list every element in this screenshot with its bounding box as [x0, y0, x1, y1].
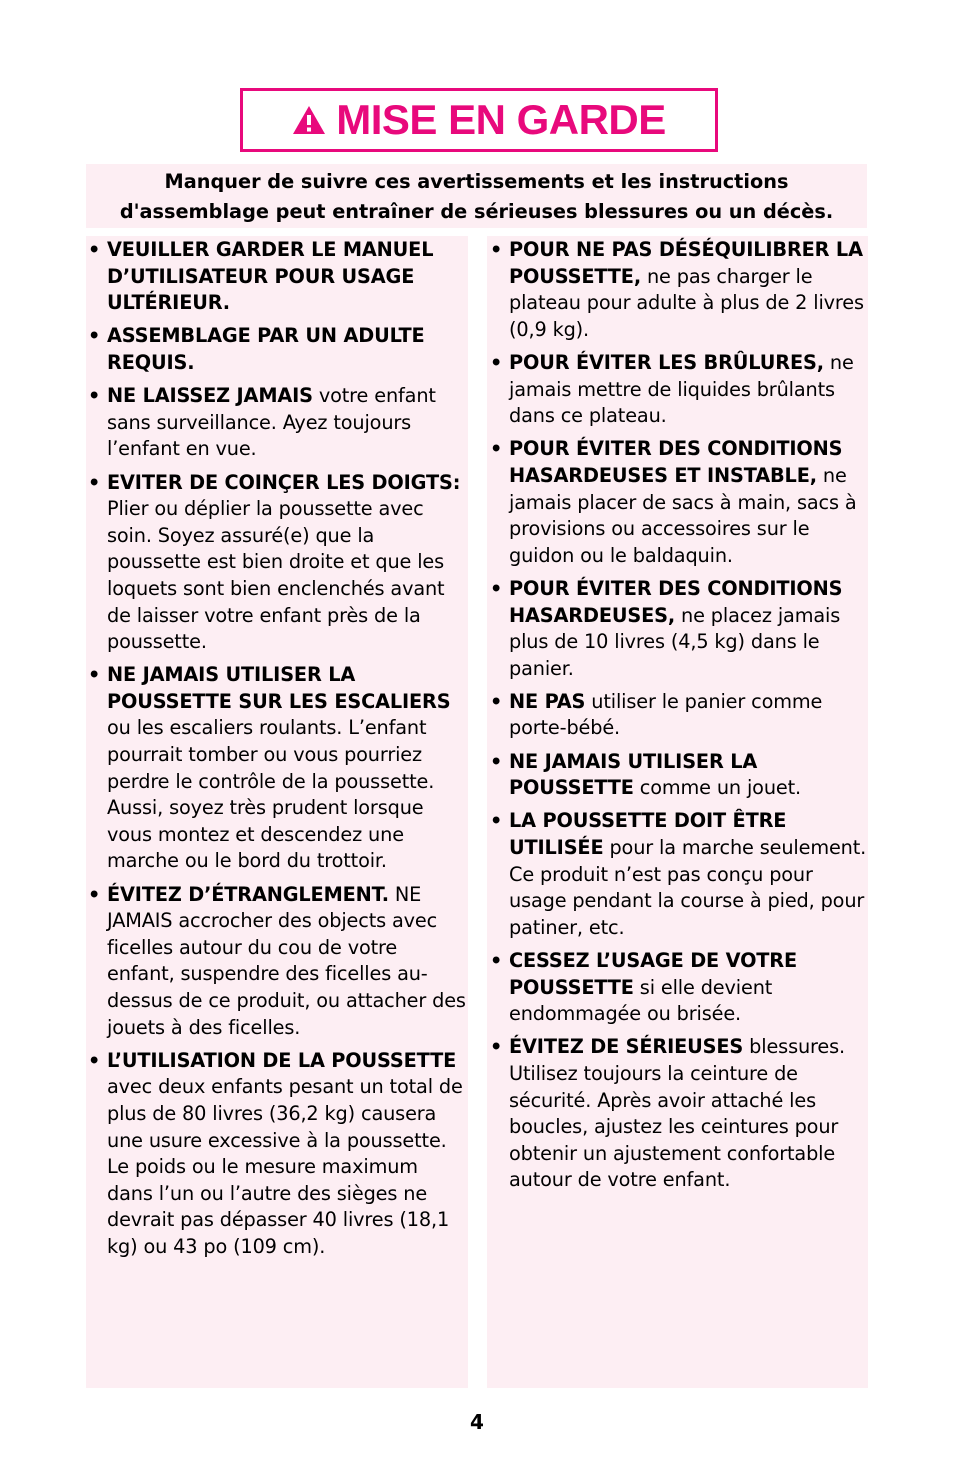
- warning-item-text: ou les escaliers roulants. L’enfant pourrait tomber ou vous pourriez perdre le contrôle de la poussette. Aussi, soyez très prudent lorsque vous montez et descendez une marche ou le bord du trottoir.: [107, 716, 435, 873]
- bullet-icon: •: [490, 437, 503, 461]
- warning-item-text: ne placez jamais plus de 10 livres (4,5 kg) dans le panier.: [509, 603, 841, 680]
- bullet-icon: •: [490, 576, 503, 600]
- warning-item-text: avec deux enfants pesant un total de plus de 80 livres (36,2 kg) causera une usure excessive à la poussette. Le poids ou le mesure maximum dans l’un ou l’autre des sièges ne devrait pas dépasser 40 livres (18,1 kg) ou 43 po (109 cm).: [107, 1075, 463, 1258]
- warning-item-heading: ASSEMBLAGE PAR UN ADULTE REQUIS.: [107, 324, 425, 374]
- warning-item-text: NE JAMAIS accrocher des objects avec ficelles autour du cou de votre enfant, suspendre des ficelles au-dessus de ce produit, ou attacher des jouets à des ficelles.: [107, 882, 466, 1039]
- warning-item-heading: POUR ÉVITER LES BRÛLURES,: [509, 350, 824, 374]
- bullet-icon: •: [490, 238, 503, 261]
- bullet-icon: •: [88, 384, 101, 408]
- bullet-icon: •: [490, 809, 503, 833]
- page-title: MISE EN GARDE: [336, 96, 666, 143]
- warning-item-text: utiliser le panier comme porte-bébé.: [509, 689, 823, 740]
- warning-item: [490, 576, 868, 682]
- warning-item: [490, 1034, 868, 1194]
- warning-item-heading: VEUILLER GARDER LE MANUEL D’UTILISATEUR POUR USAGE ULTÉRIEUR.: [107, 238, 434, 315]
- warning-item: [490, 436, 868, 569]
- warning-item: [490, 808, 868, 941]
- warning-item-heading: ÉVITEZ D’ÉTRANGLEMENT.: [107, 882, 389, 906]
- warning-item-text: comme un jouet.: [633, 776, 802, 800]
- warning-item: [490, 749, 868, 802]
- warning-item: [490, 948, 868, 1028]
- warning-item-heading: POUR NE PAS DÉSÉQUILIBRER LA POUSSETTE,: [509, 238, 863, 288]
- left-column: [86, 236, 468, 1388]
- warning-title-box: [240, 88, 718, 152]
- warning-item: [88, 383, 468, 463]
- bullet-icon: •: [490, 689, 503, 713]
- warning-item-heading: LA POUSSETTE DOIT ÊTRE UTILISÉE: [509, 809, 787, 860]
- warning-item: [88, 1048, 468, 1261]
- page-number: 4: [470, 1410, 484, 1434]
- warning-item-text: Plier ou déplier la poussette avec soin. Soyez assuré(e) que la poussette est bien droite et que les loquets sont bien enclenchés avant de laisser votre enfant près de la poussette.: [107, 497, 445, 654]
- bullet-icon: •: [88, 663, 101, 687]
- warning-item-text: ne jamais placer de sacs à main, sacs à provisions ou accessoires sur le guidon ou le baldaquin.: [509, 463, 857, 567]
- warning-item: [88, 882, 468, 1042]
- intro-line-1: Manquer de suivre ces avertissements et les instructions: [164, 170, 789, 193]
- warning-item: [490, 689, 868, 742]
- bullet-icon: •: [88, 882, 101, 906]
- warning-item-heading: ÉVITEZ DE SÉRIEUSES: [509, 1035, 744, 1059]
- bullet-icon: •: [88, 324, 101, 348]
- bullet-icon: •: [88, 238, 101, 261]
- warning-item: [88, 470, 468, 656]
- intro-warning: [86, 164, 867, 228]
- intro-line-2: d'assemblage peut entraîner de sérieuses blessures ou un décès.: [119, 200, 834, 223]
- warning-item-heading: CESSEZ L’USAGE DE VOTRE POUSSETTE: [509, 949, 798, 999]
- warning-item-heading: NE JAMAIS UTILISER LA POUSSETTE: [509, 749, 758, 800]
- warning-item-text: si elle devient endommagée ou brisée.: [509, 975, 773, 1026]
- warning-item-text: ne jamais mettre de liquides brûlants dans ce plateau.: [509, 350, 854, 428]
- warning-item-text: pour la marche seulement. Ce produit n’est pas conçu pour usage pendant la course à pied, pour patiner, etc.: [509, 836, 867, 939]
- right-column: [487, 236, 868, 1388]
- bullet-icon: •: [88, 1048, 101, 1072]
- warning-item-text: blessures. Utilisez toujours la ceinture de sécurité. Après avoir attaché les boucles, ajustez les ceintures pour obtenir un ajustement confortable autour de votre enfant.: [509, 1035, 845, 1192]
- warning-triangle-icon: [292, 105, 326, 135]
- warning-item-heading: NE LAISSEZ JAMAIS: [107, 384, 313, 408]
- warning-item-heading: NE PAS: [509, 689, 586, 713]
- warning-item-heading: EVITER DE COINÇER LES DOIGTS:: [107, 470, 461, 494]
- warning-item: [88, 237, 468, 317]
- warning-item: [490, 350, 868, 430]
- warning-item: [88, 323, 468, 376]
- warning-item-heading: POUR ÉVITER DES CONDITIONS HASARDEUSES,: [509, 576, 843, 627]
- warning-item: [88, 662, 468, 875]
- bullet-icon: •: [490, 749, 503, 773]
- warning-item-heading: NE JAMAIS UTILISER LA POUSSETTE SUR LES ESCALIERS: [107, 663, 451, 713]
- bullet-icon: •: [490, 949, 503, 972]
- warning-item-heading: L’UTILISATION DE LA POUSSETTE: [107, 1048, 457, 1072]
- bullet-icon: •: [88, 470, 101, 494]
- bullet-icon: •: [490, 1035, 503, 1059]
- warning-item-heading: POUR ÉVITER DES CONDITIONS HASARDEUSES ET INSTABLE,: [509, 437, 843, 487]
- warning-item: [490, 237, 868, 343]
- bullet-icon: •: [490, 350, 503, 374]
- warning-item-text: votre enfant sans surveillance. Ayez toujours l’enfant en vue.: [107, 384, 436, 461]
- warning-item-text: ne pas charger le plateau pour adulte à plus de 2 livres (0,9 kg).: [509, 264, 864, 341]
